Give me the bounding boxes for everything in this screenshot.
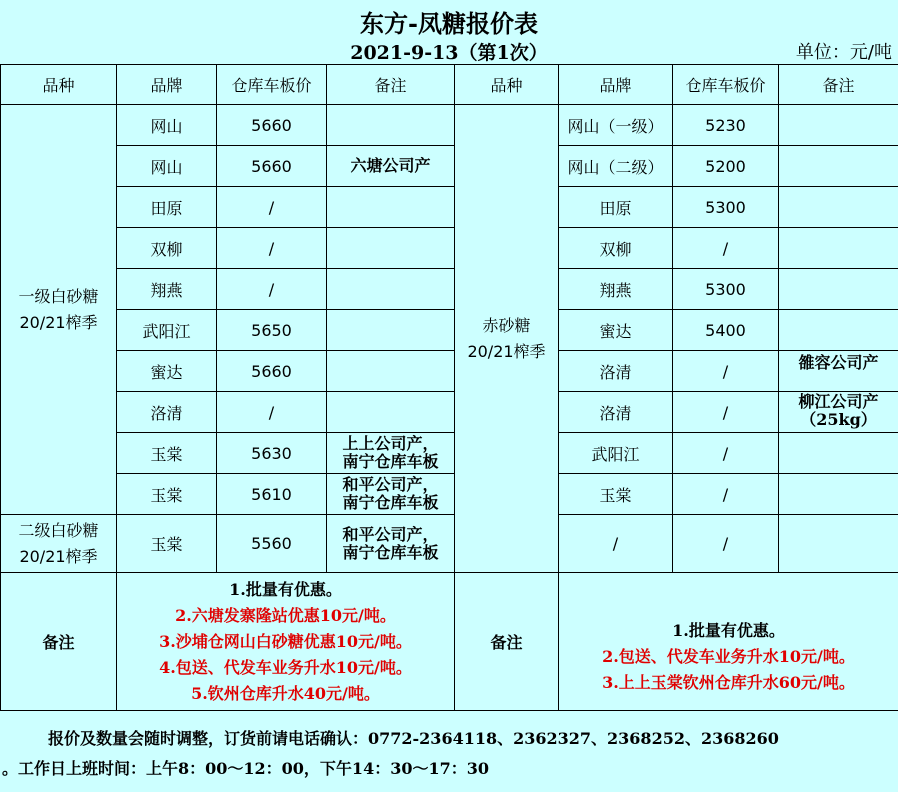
remark-line: 3.沙埔仓网山白砂糖优惠10元/吨。 [159, 631, 412, 651]
col-header-category: 品种 [1, 65, 117, 105]
price-cell: 5230 [673, 105, 779, 146]
note-cell [779, 515, 898, 573]
note-cell [327, 310, 455, 351]
note-cell: 和平公司产， 南宁仓库车板 [327, 474, 455, 515]
remark-line: 1.批量有优惠。 [672, 620, 785, 640]
price-cell: 5660 [217, 146, 327, 187]
brand-cell: / [559, 515, 673, 573]
remark-line: 2.包送、代发车业务升水10元/吨。 [602, 646, 855, 666]
price-cell: 5200 [673, 146, 779, 187]
table-row [1, 515, 898, 573]
price-cell: / [217, 269, 327, 310]
price-cell: 5300 [673, 269, 779, 310]
page-subtitle: 2021-9-13（第1次） [350, 42, 548, 64]
remark-line: 4.包送、代发车业务升水10元/吨。 [159, 657, 412, 677]
page-title: 东方-凤糖报价表 [360, 9, 538, 38]
unit-label: 单位：元/吨 [795, 42, 892, 63]
table-row [1, 105, 898, 146]
table-row [1, 392, 898, 433]
note-cell [779, 105, 898, 146]
note-cell [327, 269, 455, 310]
note-cell [779, 474, 898, 515]
table-row [1, 146, 898, 187]
brand-cell: 双柳 [117, 228, 217, 269]
brand-cell: 洛清 [559, 392, 673, 433]
price-cell: 5660 [217, 351, 327, 392]
price-cell: / [673, 515, 779, 573]
remarks-label: 备注 [1, 573, 117, 711]
category-cell-first-grade: 一级白砂糖 20/21榨季 [1, 105, 117, 515]
table-row [1, 310, 898, 351]
price-cell: 5650 [217, 310, 327, 351]
note-cell: 上上公司产， 南宁仓库车板 [327, 433, 455, 474]
brand-cell: 蜜达 [559, 310, 673, 351]
brand-cell: 田原 [117, 187, 217, 228]
price-table [0, 64, 898, 711]
brand-cell: 玉棠 [117, 474, 217, 515]
remark-line: 1.批量有优惠。 [229, 579, 342, 599]
note-cell [779, 146, 898, 187]
table-row [1, 433, 898, 474]
col-header-note: 备注 [327, 65, 455, 105]
price-cell: / [673, 228, 779, 269]
brand-cell: 洛清 [559, 351, 673, 392]
note-cell [779, 228, 898, 269]
brand-cell: 双柳 [559, 228, 673, 269]
col-header-price: 仓库车板价 [217, 65, 327, 105]
note-cell [779, 269, 898, 310]
price-cell: / [673, 474, 779, 515]
remark-line: 5.钦州仓库升水40元/吨。 [191, 683, 380, 703]
remark-line: 3.上上玉棠钦州仓库升水60元/吨。 [602, 672, 855, 692]
table-row [1, 351, 898, 392]
note-cell [327, 187, 455, 228]
brand-cell: 玉棠 [117, 433, 217, 474]
brand-cell: 田原 [559, 187, 673, 228]
remarks-right [559, 573, 898, 711]
brand-cell: 网山 [117, 146, 217, 187]
category-cell-brown-sugar: 赤砂糖 20/21榨季 [455, 105, 559, 573]
note-cell [327, 392, 455, 433]
note-cell [327, 105, 455, 146]
brand-cell: 网山 [117, 105, 217, 146]
remark-line: 2.六塘发寨隆站优惠10元/吨。 [175, 605, 396, 625]
note-cell: 雒容公司产 [779, 351, 898, 392]
brand-cell: 网山（一级） [559, 105, 673, 146]
note-cell: 柳江公司产 （25kg） [779, 392, 898, 433]
table-row [1, 269, 898, 310]
brand-cell: 洛清 [117, 392, 217, 433]
price-cell: / [673, 392, 779, 433]
price-cell: 5300 [673, 187, 779, 228]
note-cell [779, 187, 898, 228]
note-cell [327, 228, 455, 269]
brand-cell: 玉棠 [559, 474, 673, 515]
note-cell: 和平公司产， 南宁仓库车板 [327, 515, 455, 573]
col-header-price: 仓库车板价 [673, 65, 779, 105]
note-cell [327, 351, 455, 392]
table-row [1, 228, 898, 269]
price-cell: / [217, 187, 327, 228]
brand-cell: 武阳江 [559, 433, 673, 474]
col-header-category: 品种 [455, 65, 559, 105]
note-cell: 六塘公司产 [327, 146, 455, 187]
col-header-note: 备注 [779, 65, 898, 105]
brand-cell: 翔燕 [559, 269, 673, 310]
remarks-label: 备注 [455, 573, 559, 711]
footer-hours-line: 。工作日上班时间：上午8：00～12：00，下午14：30～17：30 [2, 759, 489, 778]
brand-cell: 武阳江 [117, 310, 217, 351]
price-cell: 5610 [217, 474, 327, 515]
header-row [1, 65, 898, 105]
brand-cell: 蜜达 [117, 351, 217, 392]
price-cell: / [217, 228, 327, 269]
table-row [1, 474, 898, 515]
remarks-row [1, 573, 898, 711]
price-cell: 5400 [673, 310, 779, 351]
price-cell: / [673, 351, 779, 392]
brand-cell: 玉棠 [117, 515, 217, 573]
brand-cell: 网山（二级） [559, 146, 673, 187]
note-cell [779, 310, 898, 351]
brand-cell: 翔燕 [117, 269, 217, 310]
remarks-left [117, 573, 455, 711]
price-cell: 5630 [217, 433, 327, 474]
col-header-brand: 品牌 [117, 65, 217, 105]
note-cell [779, 433, 898, 474]
footer [0, 724, 898, 784]
price-cell: 5560 [217, 515, 327, 573]
price-cell: 5660 [217, 105, 327, 146]
price-cell: / [673, 433, 779, 474]
footer-contact-line: 报价及数量会随时调整，订货前请电话确认：0772-2364118、2362327、2368252、2368260 [48, 729, 779, 748]
category-cell-second-grade: 二级白砂糖 20/21榨季 [1, 515, 117, 573]
price-cell: / [217, 392, 327, 433]
table-row [1, 187, 898, 228]
col-header-brand: 品牌 [559, 65, 673, 105]
